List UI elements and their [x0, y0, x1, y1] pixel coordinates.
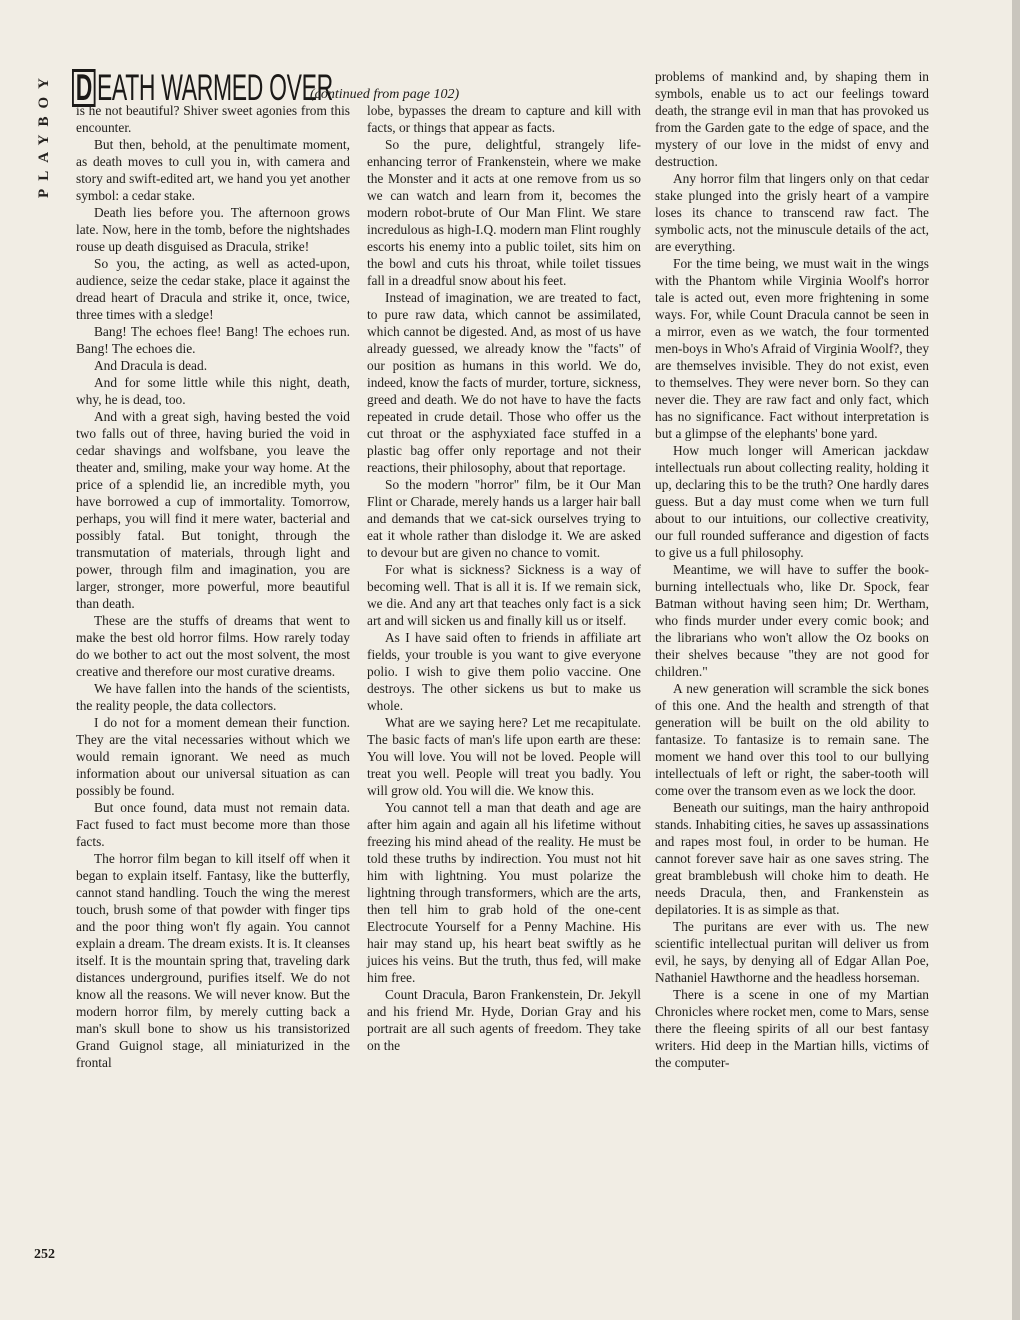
paragraph: Death lies before you. The afternoon grows late. Now, here in the tomb, before the nightshades rouse up death disguised as Dracula, strike! [76, 205, 350, 254]
paragraph: As I have said often to friends in affiliate art fields, your trouble is you want to give everyone polio. I wish to give them polio vaccine. One destroys. The other sickens us but to make us whole. [367, 630, 641, 713]
paragraph: problems of mankind and, by shaping them in symbols, enable us to act our feelings toward death, the strange evil in man that has provoked us from the Garden gate to the edge of space, and the mystery of our love in the midst of envy and destruction. [655, 69, 929, 169]
paragraph: So you, the acting, as well as acted-upon, audience, seize the cedar stake, place it against the dread heart of Dracula and strike it, once, twice, three times with a sledge! [76, 256, 350, 322]
paragraph: And Dracula is dead. [94, 358, 208, 373]
text-column-2 [367, 102, 641, 1054]
paragraph: And for some little while this night, death, why, he is dead, too. [76, 375, 350, 407]
paragraph: These are the stuffs of dreams that went to make the best old horror films. How rarely today do we bother to act out the most solvent, the most creative and therefore our most curative dreams. [76, 613, 350, 679]
paragraph: So the modern "horror" film, be it Our Man Flint or Charade, merely hands us a larger hair ball and demands that we cat-sick ourselves trying to eat it whole rather than dislodge it. We are asked to devour but are given no chance to vomit. [367, 477, 641, 560]
paragraph: But then, behold, at the penultimate moment, as death moves to cull you in, with camera and story and swift-edited art, we hand you yet another symbol: a cedar stake. [76, 137, 350, 203]
paragraph: Bang! The echoes flee! Bang! The echoes run. Bang! The echoes die. [76, 324, 350, 356]
headline-text: EATH WARMED OVER [96, 67, 333, 108]
paragraph: There is a scene in one of my Martian Chronicles where rocket men, come to Mars, sense there the fleeing spirits of all our best fantasy writers. Hid deep in the Martian hills, victims of the computer- [655, 987, 929, 1070]
paragraph: Count Dracula, Baron Frankenstein, Dr. Jekyll and his friend Mr. Hyde, Dorian Gray and his portrait are all such agents of freedom. They take on the [367, 987, 641, 1053]
text-column-1 [76, 102, 350, 1071]
paragraph: The puritans are ever with us. The new scientific intellectual puritan will deliver us from evil, he says, by denying all of Edgar Allan Poe, Nathaniel Hawthorne and the headless horseman. [655, 919, 929, 985]
paragraph: Beneath our suitings, man the hairy anthropoid stands. Inhabiting cities, he saves up assassinations and rapes most foul, in order to be human. He cannot forever save hair as one saves string. The great bramblebush will choke him to death. He needs Dracula, then, and Frankenstein as depilatories. It is as simple as that. [655, 800, 929, 917]
paragraph: Any horror film that lingers only on that cedar stake plunged into the grisly heart of a vampire loses its chance to transcend raw fact. The symbolic acts, not the minuscule details of the act, are everything. [655, 171, 929, 254]
continued-note: (continued from page 102) [310, 87, 460, 102]
magazine-name: PLAYBOY [36, 70, 52, 198]
paragraph: I do not for a moment demean their function. They are the vital necessaries without which we would remain ignorant. We need as much information about our universal situation as can possibly be found. [76, 715, 350, 798]
paragraph: So the pure, delightful, strangely life-enhancing terror of Frankenstein, where we make the Monster and it acts at one remove from us so we can watch and learn from it, becomes the modern robot-brute of Our Man Flint. We stare incredulous as high-I.Q. modern man Flint roughly escorts his enemy into a public toilet, sits him on the bowl and cuts his throat, while toilet tissues fall in a dreadful snow about his feet. [367, 137, 641, 288]
paragraph: Meantime, we will have to suffer the book-burning intellectuals who, like Dr. Spock, fear Batman without having seen him; Dr. Wertham, who finds murder under every comic book; and the librarians who won't allow the Oz books on their shelves because "they are not good for children." [655, 562, 929, 679]
paragraph: How much longer will American jackdaw intellectuals run about collecting reality, holding it up, declaring this to be the truth? One hardly dares guess. But a day must come when we turn full about to our intuitions, our collective creativity, our full rounded sufferance and digestion of facts to give us a full philosophy. [655, 443, 929, 560]
headline-dropcap: D [72, 69, 96, 107]
paragraph: But once found, data must not remain data. Fact fused to fact must become more than those facts. [76, 800, 350, 849]
paragraph: lobe, bypasses the dream to capture and kill with facts, or things that appear as facts. [367, 103, 641, 135]
page-edge [1012, 0, 1020, 1320]
paragraph: The horror film began to kill itself off when it began to explain itself. Fantasy, like the butterfly, cannot stand handling. Touch the wing the merest touch, brush some of that powder with finger tips and the poor thing won't fly again. You cannot explain a dream. The dream exists. It is. It cleanses itself. It is the mountain spring that, traveling dark distances underground, purifies itself. We do not know all the reasons. We will never know. But the modern horror film, by merely cutting back a man's skull bone to show us his transistorized Grand Guignol stage, all miniaturized in the frontal [76, 851, 350, 1070]
paragraph: For what is sickness? Sickness is a way of becoming well. That is all it is. If we remain sick, we die. And any art that teaches only fact is a sick art and will sicken us and finally kill us or itself. [367, 562, 641, 628]
page-number: 252 [34, 1247, 55, 1262]
paragraph: We have fallen into the hands of the scientists, the reality people, the data collectors. [76, 681, 350, 713]
paragraph: Instead of imagination, we are treated to fact, to pure raw data, which cannot be assimilated, which cannot be digested. And, as most of us have already guessed, we already know the "facts" of our position as humans in this world. We do, indeed, know the facts of murder, torture, sickness, greed and death. We do not have to have the facts repeated in crude detail. Those who offer us the cut throat or the asphyxiated face stuffed in a plastic bag offer only reportage and not their reactions, their philosophy, about that reportage. [367, 290, 641, 475]
paragraph: For the time being, we must wait in the wings with the Phantom while Virginia Woolf's horror tale is acted out, even more frightening in some ways. For, while Count Dracula cannot be seen in a mirror, even as we watch, the four tormented men-boys in Who's Afraid of Virginia Woolf?, they are themselves invisible. They do not exist, even to themselves. They were never born. So they can never die. They are raw fact and only fact, which has no significance. Fact without interpretation is but a glimpse of the elephants' bone yard. [655, 256, 930, 441]
text-column-3 [655, 68, 929, 1071]
paragraph: A new generation will scramble the sick bones of this one. And the health and strength of that generation will be built on the old ability to fantasize. To fantasize is to remain sane. The moment we hand over this tool to our bullying intellectuals of left or right, the saber-tooth will come over the transom even as we lock the door. [655, 681, 929, 798]
paragraph: And with a great sigh, having bested the void two falls out of three, having buried the void in cedar shavings and wolfsbane, you leave the theater and, smiling, make your way home. At the price of a splendid lie, an incredible myth, you have borrowed a cup of immortality. Tomorrow, perhaps, you will find it mere water, bacterial and possibly fatal. But tonight, through the transmutation of materials, through light and power, through film and imagination, you are larger, stronger, more powerful, more beautiful than death. [76, 409, 350, 611]
paragraph: What are we saying here? Let me recapitulate. The basic facts of man's life upon earth are these: You will love. You will not be loved. People will treat you well. People will treat you badly. You will grow old. You will die. We know this. [367, 715, 641, 798]
paragraph: You cannot tell a man that death and age are after him again and again all his lifetime without freezing his mind ahead of the reality. He must be told these truths by indirection. You must not hit him with lightning. You must polarize the lightning through transformers, which are the arts, then tell him to grab hold of the one-cent Electrocute Yourself for a Penny Machine. His hair may stand up, his heart beat swiftly as he juices his veins. But the truth, thus fed, will make him free. [367, 800, 641, 985]
paragraph: is he not beautiful? Shiver sweet agonies from this encounter. [76, 103, 350, 135]
